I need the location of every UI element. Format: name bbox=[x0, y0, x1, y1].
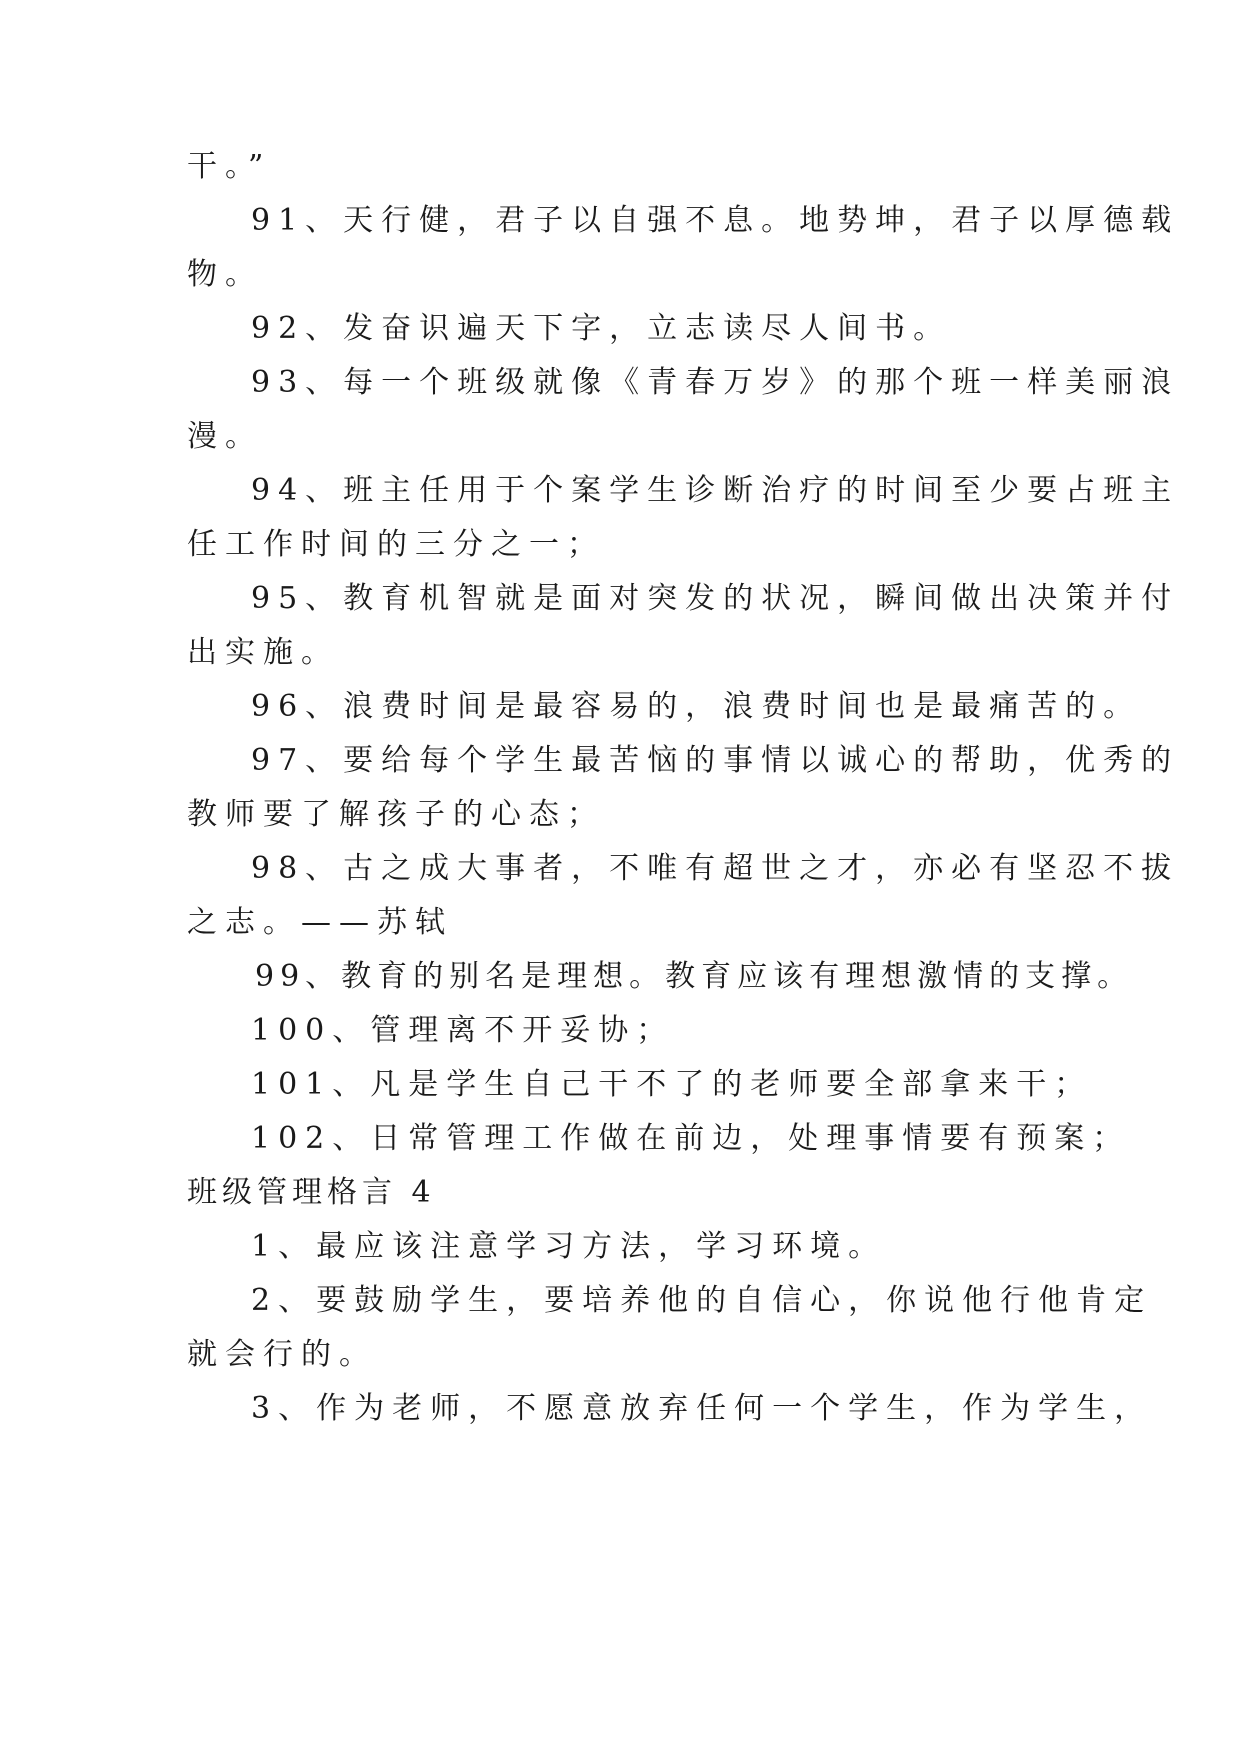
list-item-94: 94、班主任用于个案学生诊断治疗的时间至少要占班主 bbox=[251, 473, 1180, 508]
list-item-93: 93、每一个班级就像《青春万岁》的那个班一样美丽浪 bbox=[251, 365, 1180, 400]
list-item-99: 99、教育的别名是理想。教育应该有理想激情的支撑。 bbox=[255, 959, 1134, 994]
text-line: 干。” bbox=[187, 149, 272, 184]
list-item-2: 2、要鼓励学生，要培养他的自信心，你说他行他肯定 bbox=[251, 1283, 1153, 1318]
list-item-1: 1、最应该注意学习方法，学习环境。 bbox=[251, 1229, 887, 1264]
text-line: 出实施。 bbox=[187, 635, 339, 670]
list-item-101: 101、凡是学生自己干不了的老师要全部拿来干； bbox=[251, 1067, 1093, 1102]
text-line: 任工作时间的三分之一； bbox=[187, 527, 605, 562]
list-item-102: 102、日常管理工作做在前边，处理事情要有预案； bbox=[251, 1121, 1131, 1156]
document-body bbox=[187, 149, 1180, 1426]
text-line: 之志。——苏轼 bbox=[187, 905, 453, 940]
text-line: 漫。 bbox=[187, 419, 263, 454]
list-item-95: 95、教育机智就是面对突发的状况，瞬间做出决策并付 bbox=[251, 581, 1180, 616]
list-item-91: 91、天行健，君子以自强不息。地势坤，君子以厚德载 bbox=[251, 203, 1180, 238]
list-item-3: 3、作为老师，不愿意放弃任何一个学生，作为学生， bbox=[251, 1391, 1153, 1426]
section-heading: 班级管理格言 4 bbox=[187, 1175, 436, 1210]
list-item-100: 100、管理离不开妥协； bbox=[251, 1013, 675, 1048]
list-item-98: 98、古之成大事者，不唯有超世之才，亦必有坚忍不拔 bbox=[251, 851, 1180, 886]
text-line: 教师要了解孩子的心态； bbox=[187, 797, 605, 832]
text-line: 物。 bbox=[187, 257, 263, 292]
text-line: 就会行的。 bbox=[187, 1337, 377, 1372]
list-item-96: 96、浪费时间是最容易的，浪费时间也是最痛苦的。 bbox=[251, 689, 1142, 724]
list-item-92: 92、发奋识遍天下字，立志读尽人间书。 bbox=[251, 311, 952, 346]
list-item-97: 97、要给每个学生最苦恼的事情以诚心的帮助，优秀的 bbox=[251, 743, 1180, 778]
